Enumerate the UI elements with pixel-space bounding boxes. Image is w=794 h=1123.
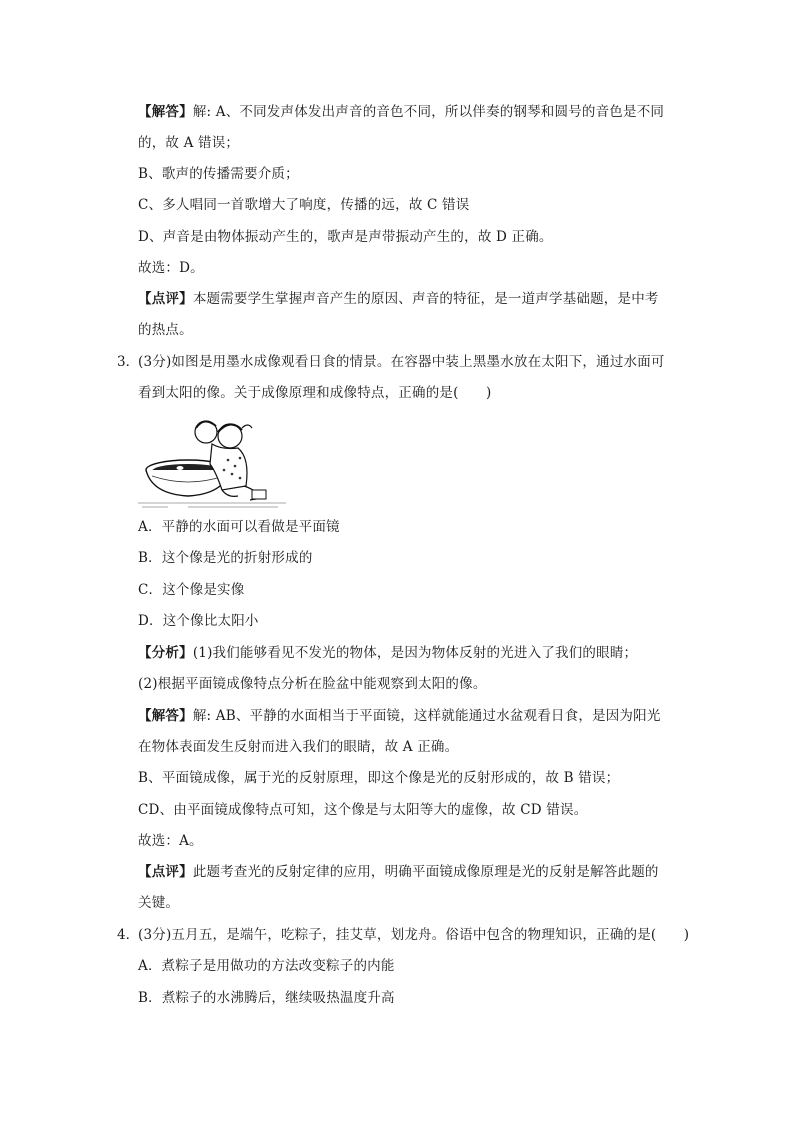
- q4-stem-line-1: (3分)五月五，是端午，吃粽子，挂艾草，划龙舟。俗语中包含的物理知识，正确的是( ): [138, 927, 690, 943]
- q3-analysis-line-2: (2)根据平面镜成像特点分析在脸盆中能观察到太阳的像。: [138, 676, 487, 692]
- q2-answer-line-2: 的，故 A 错误；: [138, 135, 240, 151]
- q2-choice: 故选：D。: [138, 260, 204, 276]
- q3-option-b: B．这个像是光的折射形成的: [138, 550, 313, 566]
- q3-answer-line-3: B、平面镜成像，属于光的反射原理，即这个像是光的反射形成的，故 B 错误；: [138, 770, 620, 786]
- review-tag: 【点评】: [138, 864, 193, 880]
- answer-tag: 【解答】: [138, 104, 193, 120]
- q2-answer-line-4: C、多人唱同一首歌增大了响度，传播的远，故 C 错误: [138, 197, 470, 213]
- q4-option-b: B．煮粽子的水沸腾后，继续吸热温度升高: [138, 990, 395, 1006]
- q3-analysis-line-1: 【分析】(1)我们能够看见不发光的物体，是因为物体反射的光进入了我们的眼睛；: [138, 645, 638, 661]
- q3-choice: 故选：A。: [138, 833, 203, 849]
- q4-number: 4．: [117, 927, 140, 943]
- q3-stem-line-2: 看到太阳的像。关于成像原理和成像特点，正确的是( ): [138, 385, 492, 401]
- q2-review-line-1: 【点评】本题需要学生掌握声音产生的原因、声音的特征，是一道声学基础题，是中考: [138, 291, 659, 307]
- q3-review-line-2: 关键。: [138, 895, 180, 911]
- solar-eclipse-ink-basin-illustration: [138, 410, 286, 510]
- q3-option-d: D．这个像比太阳小: [138, 613, 259, 629]
- q2-answer-line-3: B、歌声的传播需要介质；: [138, 166, 299, 182]
- q3-answer-line-2: 在物体表面发生反射而进入我们的眼睛，故 A 正确。: [138, 739, 459, 755]
- q3-answer-line-4: CD、由平面镜成像特点可知，这个像是与太阳等大的虚像，故 CD 错误。: [138, 802, 588, 818]
- q3-option-a: A．平静的水面可以看做是平面镜: [138, 519, 340, 535]
- q3-review-line-1: 【点评】此题考查光的反射定律的应用，明确平面镜成像原理是光的反射是解答此题的: [138, 864, 659, 880]
- q2-review-line-2: 的热点。: [138, 322, 193, 338]
- q3-stem-line-1: (3分)如图是用墨水成像观看日食的情景。在容器中装上黑墨水放在太阳下，通过水面可: [138, 354, 665, 370]
- q3-answer-line-1: 【解答】解: AB、平静的水面相当于平面镜，这样就能通过水盆观看日食，是因为阳光: [138, 708, 661, 724]
- q3-number: 3．: [117, 354, 140, 370]
- q2-answer-line-1: 【解答】解: A、不同发声体发出声音的音色不同，所以伴奏的钢琴和圆号的音色是不同: [138, 104, 665, 120]
- review-tag: 【点评】: [138, 291, 193, 307]
- analysis-tag: 【分析】: [138, 645, 193, 661]
- q4-option-a: A．煮粽子是用做功的方法改变粽子的内能: [138, 958, 395, 974]
- q3-option-c: C．这个像是实像: [138, 582, 245, 598]
- answer-tag: 【解答】: [138, 708, 193, 724]
- q2-answer-line-5: D、声音是由物体振动产生的，歌声是声带振动产生的，故 D 正确。: [138, 229, 553, 245]
